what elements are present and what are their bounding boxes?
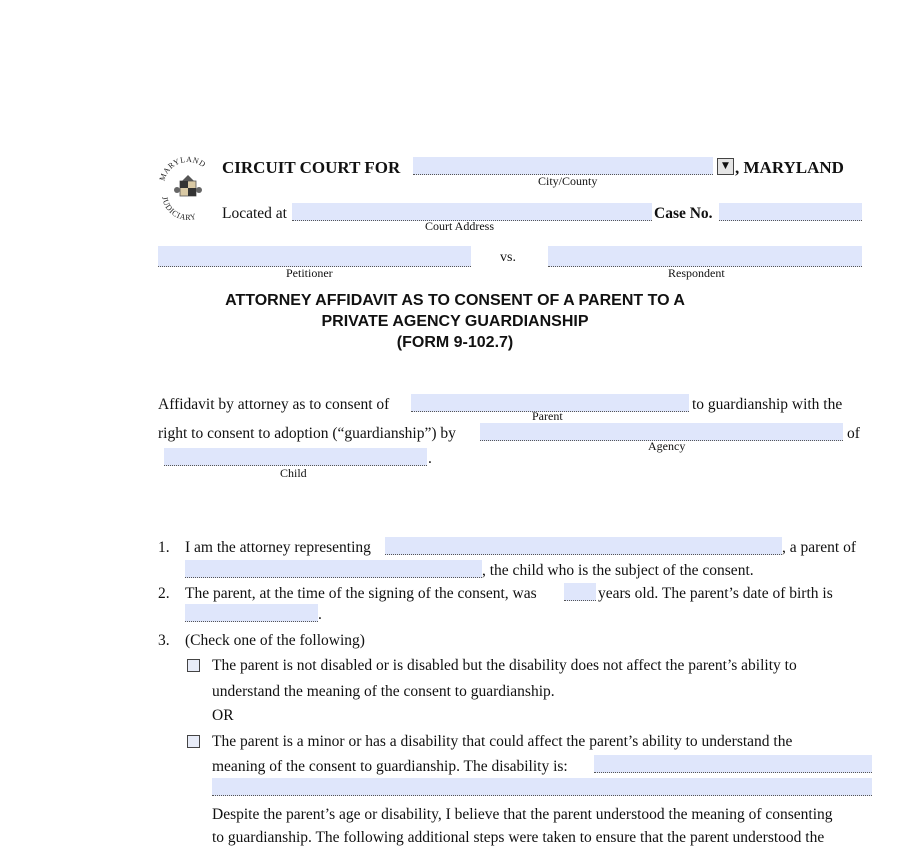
parent-dob-field[interactable]	[185, 604, 318, 622]
petitioner-field[interactable]	[158, 246, 471, 267]
item1-text-c: , the child who is the subject of the consent.	[482, 562, 754, 579]
disability-field-continued[interactable]	[212, 778, 872, 796]
minor-or-disabled-checkbox[interactable]	[187, 735, 200, 748]
not-disabled-checkbox[interactable]	[187, 659, 200, 672]
item2-text-b: years old. The parent’s date of birth is	[598, 585, 833, 602]
intro-text-5: .	[428, 450, 432, 467]
seal-bottom-text: JUDICIARY	[160, 195, 198, 223]
item2-text-c: .	[318, 606, 322, 623]
respondent-caption: Respondent	[668, 266, 725, 280]
item2-text-a: The parent, at the time of the signing of the consent, was	[185, 585, 537, 602]
form-title-line3: (FORM 9-102.7)	[396, 334, 514, 351]
city-county-field[interactable]	[413, 157, 713, 175]
case-no-label: Case No.	[654, 205, 713, 222]
option2-line1: The parent is a minor or has a disability that could affect the parent’s ability to understand the	[212, 733, 793, 750]
svg-text:JUDICIARY	[160, 196, 197, 222]
disability-field[interactable]	[594, 755, 872, 773]
despite-line1: Despite the parent’s age or disability, I believe that the parent understood the meaning of consenting	[212, 806, 833, 823]
child-of-parent-field[interactable]	[185, 560, 482, 578]
maryland-judiciary-seal-icon	[158, 156, 218, 224]
child-name-field[interactable]	[164, 448, 427, 466]
seal-top-text: MARYLAND	[158, 156, 208, 183]
item1-text-b: , a parent of	[782, 539, 857, 556]
form-title-line1: ATTORNEY AFFIDAVIT AS TO CONSENT OF A PARENT TO A	[225, 292, 685, 309]
parent-age-field[interactable]	[564, 583, 596, 601]
option2-line2: meaning of the consent to guardianship. The disability is:	[212, 758, 568, 775]
chevron-down-icon[interactable]: ▼	[717, 158, 734, 175]
item1-number: 1.	[158, 539, 170, 556]
intro-text-1: Affidavit by attorney as to consent of	[158, 396, 390, 413]
option1-line1: The parent is not disabled or is disabled but the disability does not affect the parent’s ability to	[212, 657, 797, 674]
option1-line2: understand the meaning of the consent to guardianship.	[212, 683, 555, 700]
case-no-field[interactable]	[719, 203, 862, 221]
item3-text: (Check one of the following)	[185, 632, 365, 649]
located-at-label: Located at	[222, 205, 287, 222]
or-label: OR	[212, 707, 234, 724]
item1-text-a: I am the attorney representing	[185, 539, 371, 556]
item2-number: 2.	[158, 585, 170, 602]
court-address-caption: Court Address	[425, 219, 494, 233]
item3-number: 3.	[158, 632, 170, 649]
intro-text-3: right to consent to adoption (“guardianship”) by	[158, 425, 456, 442]
petitioner-caption: Petitioner	[286, 266, 333, 280]
respondent-field[interactable]	[548, 246, 862, 267]
despite-line2: to guardianship. The following additional steps were taken to ensure that the parent understood the	[212, 829, 825, 846]
intro-text-4: of	[847, 425, 860, 442]
city-county-caption: City/County	[538, 174, 598, 188]
circuit-court-label: CIRCUIT COURT FOR	[222, 158, 401, 177]
parent-caption: Parent	[532, 409, 563, 423]
vs-label: vs.	[500, 250, 516, 265]
form-title-line2: PRIVATE AGENCY GUARDIANSHIP	[321, 313, 589, 330]
client-parent-field[interactable]	[385, 537, 782, 555]
intro-text-2: to guardianship with the	[692, 396, 843, 413]
svg-text:MARYLAND	[158, 156, 207, 182]
maryland-label: , MARYLAND	[735, 158, 844, 177]
child-caption: Child	[280, 466, 307, 480]
agency-caption: Agency	[648, 439, 686, 453]
